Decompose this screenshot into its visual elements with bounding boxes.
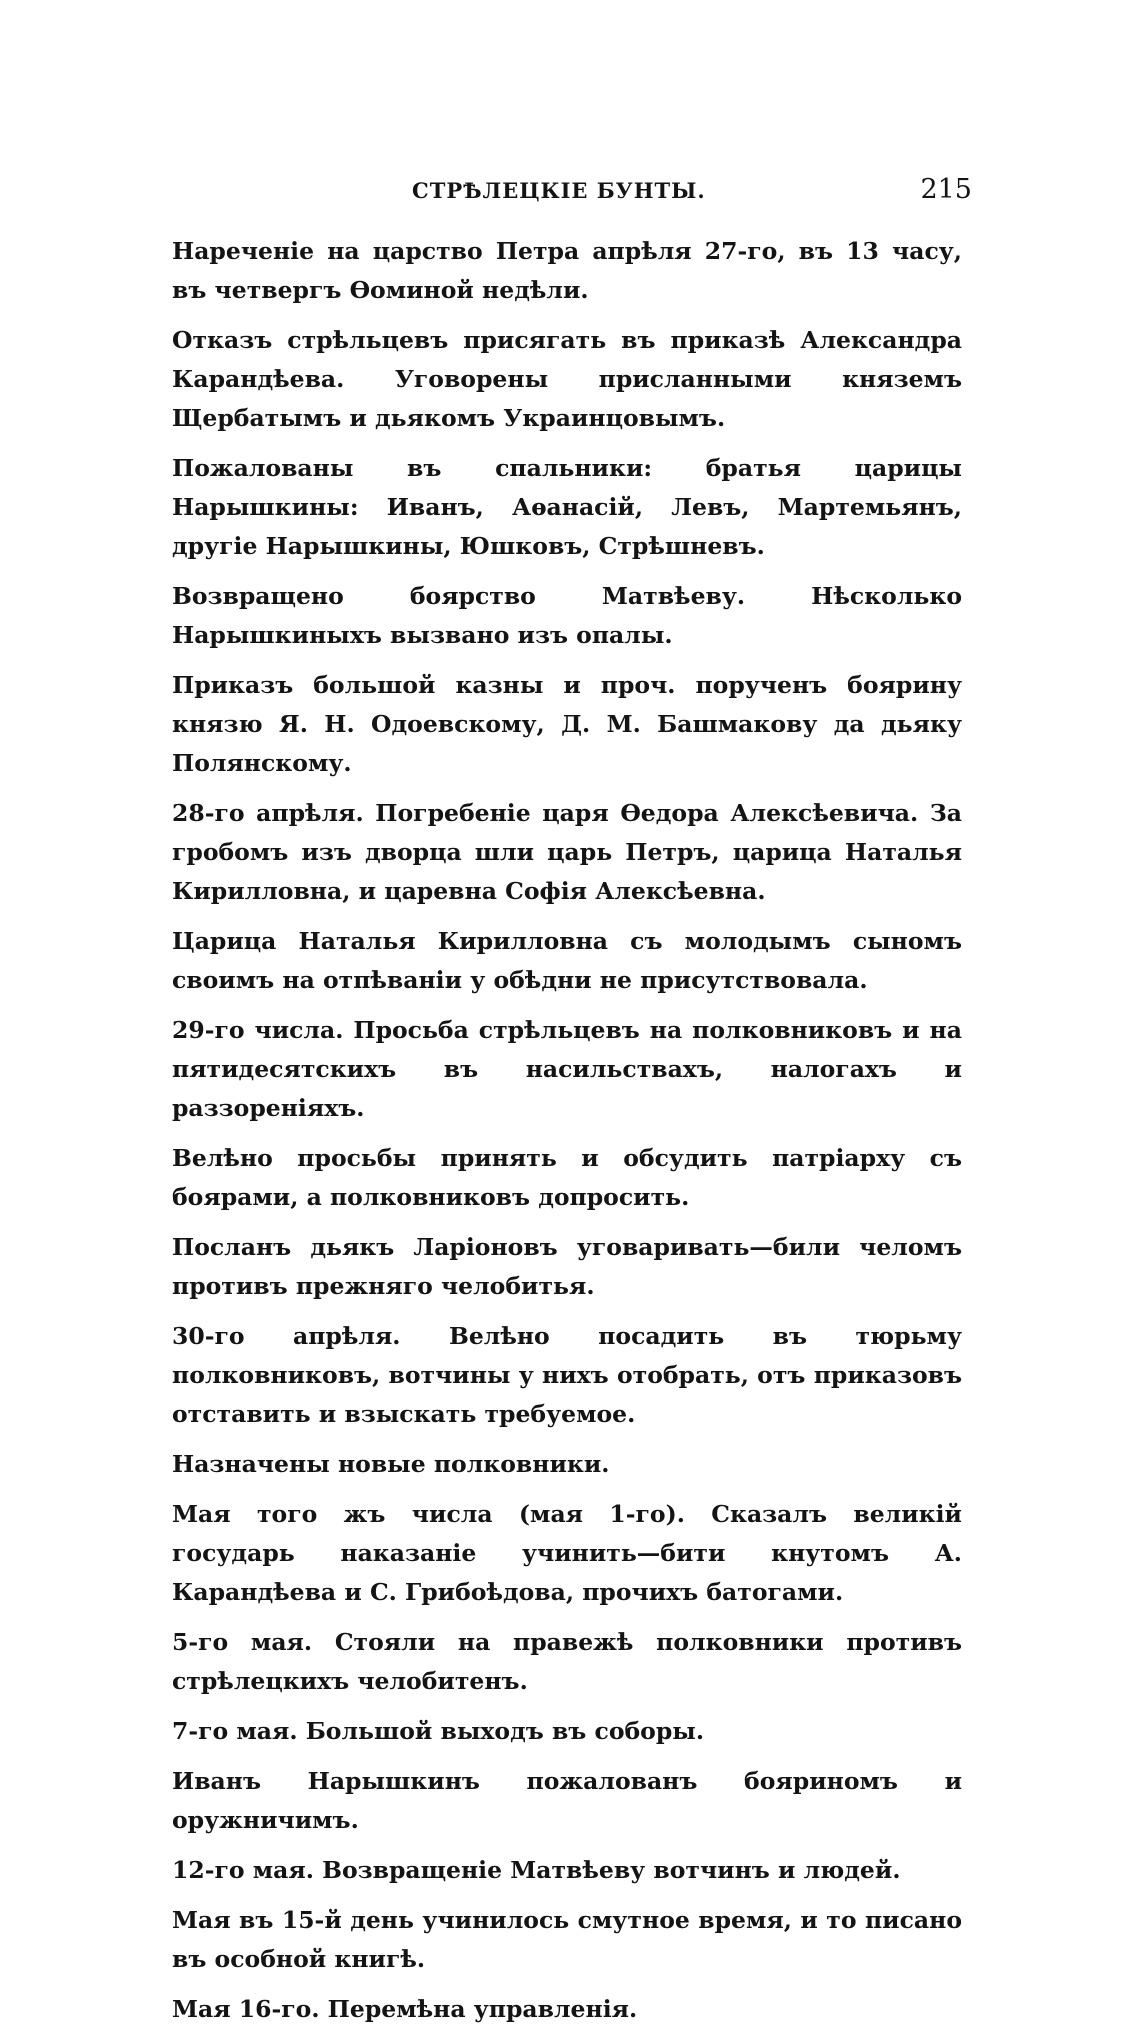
running-title: СТРѢЛЕЦКІЕ БУНТЫ.: [412, 178, 706, 203]
paragraph: Иванъ Нарышкинъ пожалованъ бояриномъ и оружничимъ.: [172, 1767, 962, 1834]
paragraph: 30-го апрѣля. Велѣно посадить въ тюрьму полковниковъ, вотчины у нихъ отобрать, отъ приказовъ отставить и взыскать требуемое.: [172, 1322, 962, 1428]
paragraph: Пожалованы въ спальники: братья царицы Нарышкины: Иванъ, Аѳанасій, Левъ, Мартемьянъ, другіе Нарышкины, Юшковъ, Стрѣшневъ.: [172, 454, 962, 560]
paragraph: 29-го числа. Просьба стрѣльцевъ на полковниковъ и на пятидесятскихъ въ насильствахъ, налогахъ и раззореніяхъ.: [172, 1016, 962, 1122]
paragraph: Отказъ стрѣльцевъ присягать въ приказѣ Александра Карандѣева. Уговорены присланными княземъ Щербатымъ и дьякомъ Украинцовымъ.: [172, 326, 962, 432]
page-number: 215: [920, 174, 972, 205]
paragraph: Посланъ дьякъ Ларіоновъ уговаривать—били челомъ противъ прежняго челобитья.: [172, 1233, 962, 1300]
paragraph: 28-го апрѣля. Погребеніе царя Ѳедора Алексѣевича. За гробомъ изъ дворца шли царь Петръ, царица Наталья Кирилловна, и царевна Софія Алексѣевна.: [172, 799, 962, 905]
paragraph: 12-го мая. Возвращеніе Матвѣеву вотчинъ и людей.: [172, 1856, 901, 1884]
paragraph: Назначены новые полковники.: [172, 1450, 610, 1478]
paragraph: 7-го мая. Большой выходъ въ соборы.: [172, 1717, 705, 1745]
paragraph: Мая того жъ числа (мая 1-го). Сказалъ великій государь наказаніе учинить—бити кнутомъ А. Карандѣева и С. Грибоѣдова, прочихъ батогами.: [172, 1500, 962, 1606]
body-text: [172, 232, 962, 2040]
paragraph: Возвращено боярство Матвѣеву. Нѣсколько Нарышкиныхъ вызвано изъ опалы.: [172, 582, 962, 649]
paragraph: 5-го мая. Стояли на правежѣ полковники противъ стрѣлецкихъ челобитенъ.: [172, 1628, 962, 1695]
page-header: [172, 174, 972, 218]
paragraph: Мая въ 15-й день учинилось смутное время, и то писано въ особной книгѣ.: [172, 1906, 962, 1973]
paragraph: Велѣно просьбы принять и обсудить патріарху съ боярами, а полковниковъ допросить.: [172, 1144, 962, 1211]
paragraph: Царица Наталья Кирилловна съ молодымъ сыномъ своимъ на отпѣваніи у обѣдни не присутствовала.: [172, 927, 962, 994]
paragraph: Мая 16-го. Перемѣна управленія.: [172, 1995, 638, 2023]
paragraph: Приказъ большой казны и проч. порученъ боярину князю Я. Н. Одоевскому, Д. М. Башмакову да дьяку Полянскому.: [172, 671, 962, 777]
paragraph: Нареченіе на царство Петра апрѣля 27-го, въ 13 часу, въ четвергъ Ѳоминой недѣли.: [172, 237, 962, 304]
